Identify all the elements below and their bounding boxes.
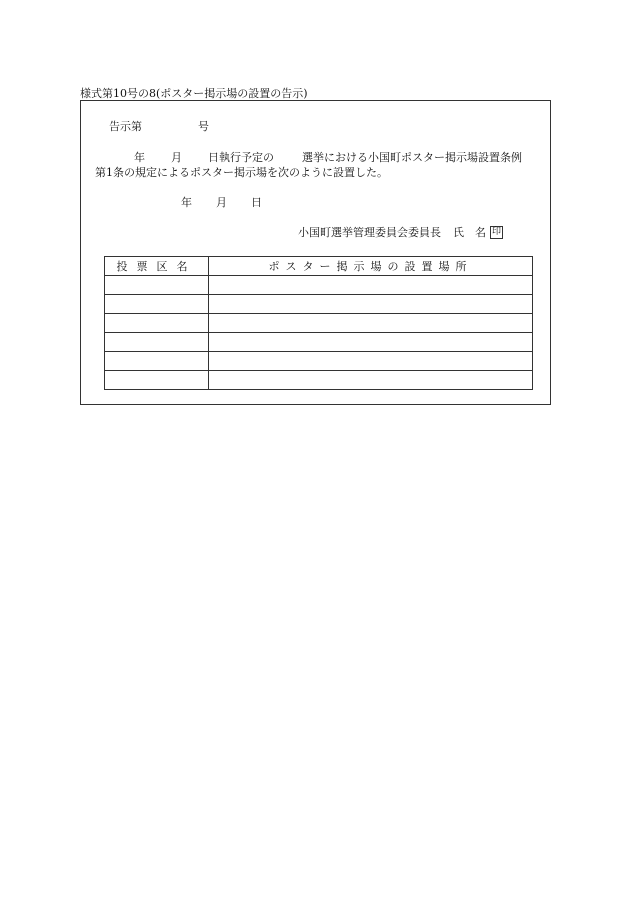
district-cell [105, 371, 209, 390]
district-cell [105, 314, 209, 333]
body-month: 月 [171, 151, 182, 164]
table-row [105, 333, 533, 352]
table-row [105, 371, 533, 390]
table-row [105, 276, 533, 295]
district-cell [105, 352, 209, 371]
district-cell [105, 295, 209, 314]
body-line-2: 第1条の規定によるポスター掲示場を次のように設置した。 [95, 166, 388, 179]
location-cell [209, 352, 533, 371]
location-cell [209, 314, 533, 333]
location-cell [209, 276, 533, 295]
table-row [105, 352, 533, 371]
date-year: 年 [181, 196, 192, 209]
notice-frame [80, 100, 551, 405]
header-location: ポスター掲示場の設置場所 [209, 257, 533, 276]
date-day: 日 [251, 196, 262, 209]
location-cell [209, 333, 533, 352]
body-line-1 [134, 149, 522, 165]
table-row [105, 295, 533, 314]
form-heading: 様式第10号の8(ポスター掲示場の設置の告示) [80, 87, 308, 100]
date-line [181, 194, 262, 210]
seal-mark: 印 [491, 226, 501, 237]
notice-suffix: 号 [198, 120, 209, 133]
location-cell [209, 295, 533, 314]
location-cell [209, 371, 533, 390]
district-cell [105, 276, 209, 295]
notice-prefix: 告示第 [109, 120, 142, 133]
table-header-row [105, 257, 533, 276]
header-district: 投票区名 [105, 257, 209, 276]
signer-name-label: 氏 名 [453, 226, 486, 239]
district-cell [105, 333, 209, 352]
poster-places-table [104, 256, 533, 390]
body-day-text: 日執行予定の [208, 151, 274, 164]
signer-line [298, 224, 503, 240]
table-row [105, 314, 533, 333]
signer-title: 小国町選挙管理委員会委員長 [298, 226, 441, 239]
body-election-text: 選挙における小国町ポスター掲示場設置条例 [302, 151, 522, 164]
body-year: 年 [134, 151, 145, 164]
notice-number-line [109, 118, 209, 134]
date-month: 月 [216, 196, 227, 209]
